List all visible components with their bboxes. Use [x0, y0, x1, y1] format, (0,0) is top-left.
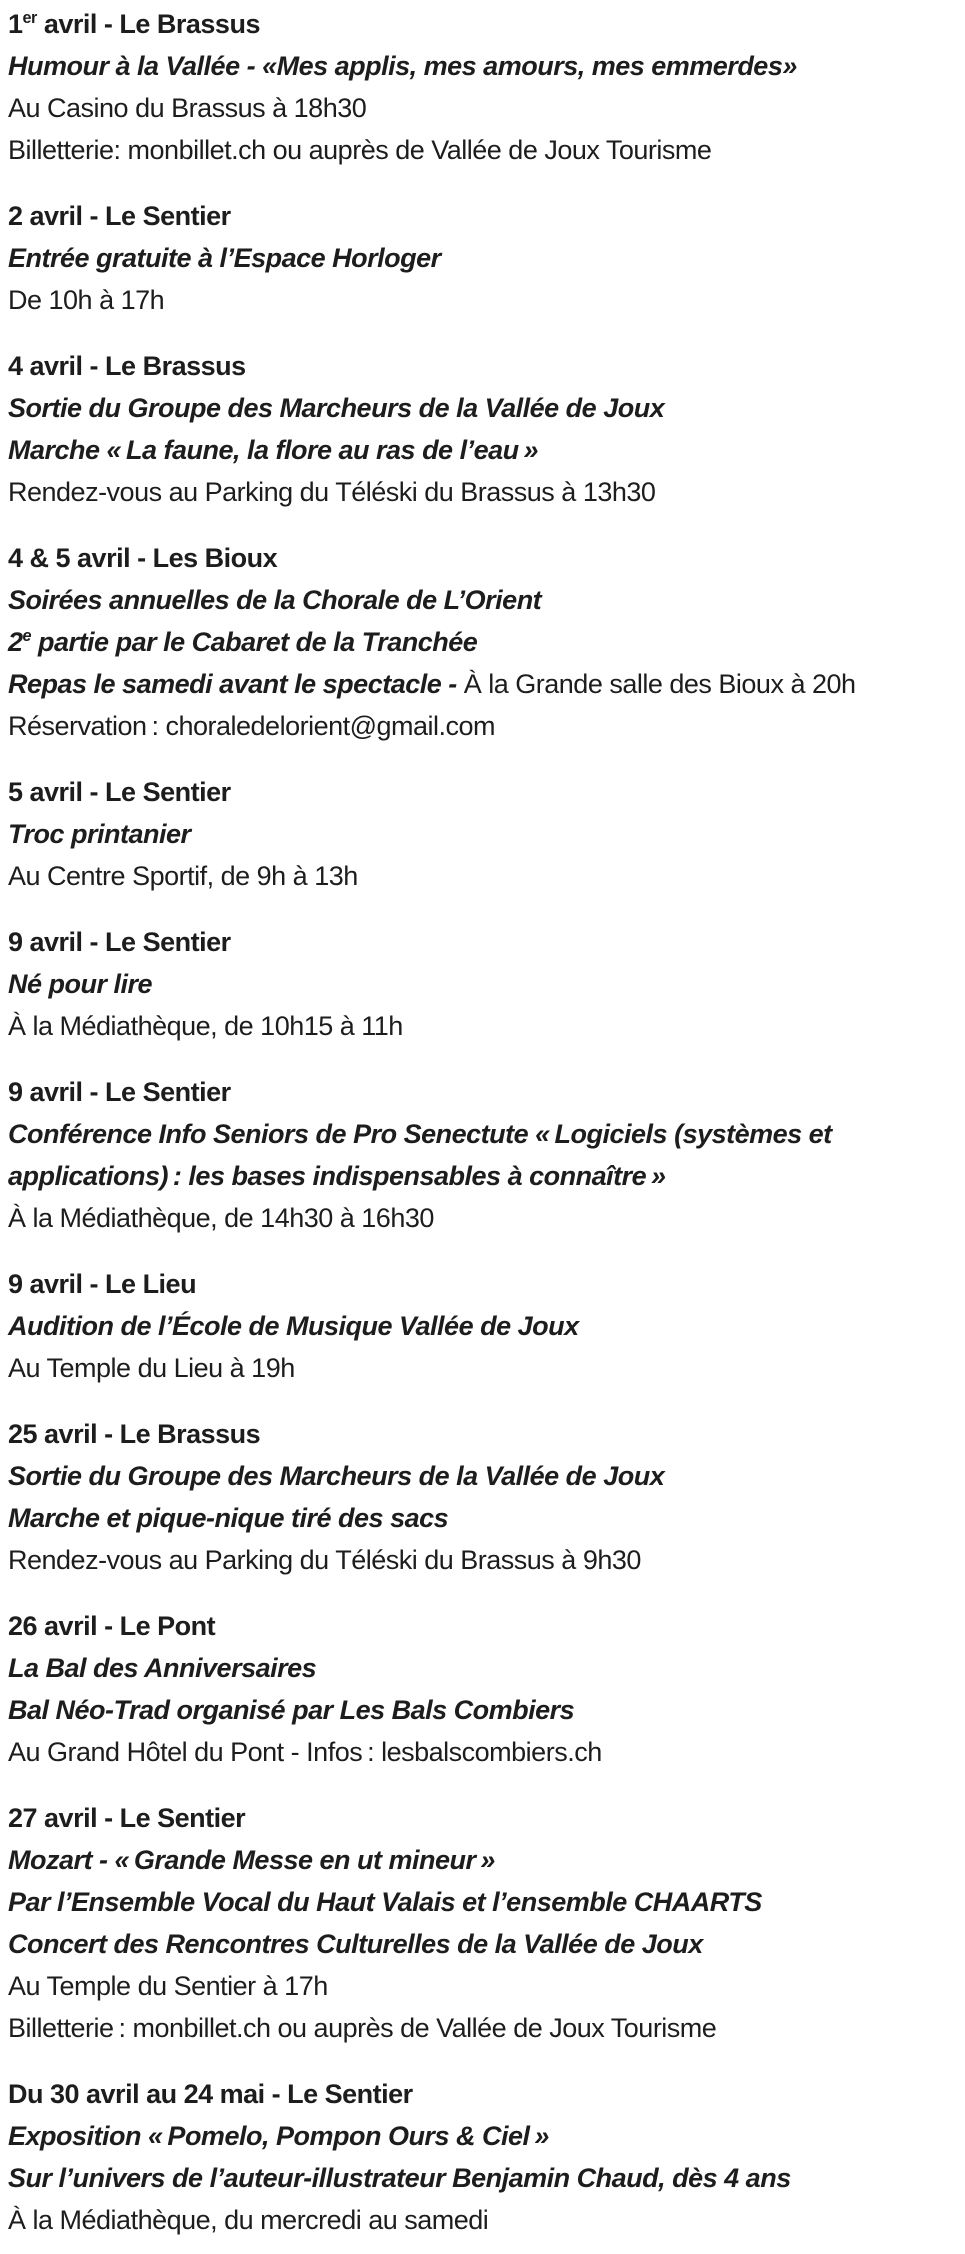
event-section	[8, 1797, 955, 2049]
event-detail-line	[8, 129, 955, 171]
text-segment: Billetterie : monbillet.ch ou auprès de Vallée de Joux Tourisme	[8, 2013, 717, 2043]
superscript-text-segment: e	[22, 627, 32, 645]
event-detail-line	[8, 1539, 955, 1581]
text-segment: applications) : les bases indispensables à connaître »	[8, 1161, 666, 1191]
event-detail-line	[8, 855, 955, 897]
event-title-line	[8, 1455, 955, 1497]
event-detail-line	[8, 1005, 955, 1047]
event-title-line	[8, 579, 955, 621]
events-agenda	[8, 3, 955, 2241]
event-header	[8, 345, 955, 387]
event-title-line	[8, 1305, 955, 1347]
event-header	[8, 2073, 955, 2115]
event-header	[8, 3, 955, 45]
text-segment: Au Grand Hôtel du Pont - Infos : lesbalscombiers.ch	[8, 1737, 602, 1767]
text-segment: Bal Néo-Trad organisé par Les Bals Combiers	[8, 1695, 575, 1725]
text-segment: avril - Le Brassus	[36, 9, 260, 39]
event-title-line	[8, 237, 955, 279]
event-detail-line	[8, 87, 955, 129]
event-title-line	[8, 1881, 955, 1923]
text-segment: Exposition « Pomelo, Pompon Ours & Ciel »	[8, 2121, 549, 2151]
event-title-line	[8, 1647, 955, 1689]
event-section	[8, 1605, 955, 1773]
event-detail-line	[8, 471, 955, 513]
text-segment: Rendez-vous au Parking du Téléski du Brassus à 13h30	[8, 477, 656, 507]
event-detail-line	[8, 279, 955, 321]
text-segment: 26 avril - Le Pont	[8, 1611, 216, 1641]
event-section	[8, 921, 955, 1047]
text-segment: Marche et pique-nique tiré des sacs	[8, 1503, 449, 1533]
event-section	[8, 537, 955, 747]
event-header	[8, 1797, 955, 1839]
text-segment: Mozart - « Grande Messe en ut mineur »	[8, 1845, 495, 1875]
text-segment: 27 avril - Le Sentier	[8, 1803, 246, 1833]
superscript-text-segment: er	[22, 9, 37, 27]
text-segment: 1	[8, 9, 23, 39]
text-segment: Réservation : choraledelorient@gmail.com	[8, 711, 496, 741]
text-segment: Soirées annuelles de la Chorale de L’Orient	[8, 585, 542, 615]
event-header	[8, 195, 955, 237]
event-title-line	[8, 2115, 955, 2157]
text-segment: Repas le samedi avant le spectacle -	[8, 669, 464, 699]
text-segment: À la Médiathèque, de 14h30 à 16h30	[8, 1203, 434, 1233]
event-section	[8, 1263, 955, 1389]
text-segment: Conférence Info Seniors de Pro Senectute « Logiciels (systèmes et	[8, 1119, 832, 1149]
event-title-line	[8, 813, 955, 855]
event-title-line	[8, 1923, 955, 1965]
event-section	[8, 3, 955, 171]
text-segment: Au Casino du Brassus à 18h30	[8, 93, 367, 123]
text-segment: Humour à la Vallée - «Mes applis, mes amours, mes emmerdes»	[8, 51, 797, 81]
text-segment: Au Centre Sportif, de 9h à 13h	[8, 861, 358, 891]
text-segment: 9 avril - Le Lieu	[8, 1269, 197, 1299]
text-segment: Sortie du Groupe des Marcheurs de la Vallée de Joux	[8, 393, 665, 423]
event-title-line	[8, 1113, 955, 1155]
event-detail-line	[8, 1731, 955, 1773]
text-segment: À la Grande salle des Bioux à 20h	[463, 669, 856, 699]
event-detail-line	[8, 2007, 955, 2049]
event-header	[8, 771, 955, 813]
event-detail-line	[8, 705, 955, 747]
event-header	[8, 1605, 955, 1647]
event-title-line	[8, 1839, 955, 1881]
event-title-line	[8, 387, 955, 429]
text-segment: Concert des Rencontres Culturelles de la Vallée de Joux	[8, 1929, 703, 1959]
text-segment: Par l’Ensemble Vocal du Haut Valais et l’ensemble CHAARTS	[8, 1887, 762, 1917]
text-segment: Sortie du Groupe des Marcheurs de la Vallée de Joux	[8, 1461, 665, 1491]
text-segment: Né pour lire	[8, 969, 153, 999]
event-section	[8, 1413, 955, 1581]
event-header	[8, 1263, 955, 1305]
text-segment: Marche « La faune, la flore au ras de l’eau »	[8, 435, 539, 465]
event-detail-line	[8, 1965, 955, 2007]
text-segment: 25 avril - Le Brassus	[8, 1419, 261, 1449]
text-segment: partie par le Cabaret de la Tranchée	[31, 627, 478, 657]
event-title-line	[8, 45, 955, 87]
event-title-line	[8, 1689, 955, 1731]
event-section	[8, 195, 955, 321]
event-title-line	[8, 663, 955, 705]
event-section	[8, 2073, 955, 2241]
text-segment: Audition de l’École de Musique Vallée de Joux	[8, 1311, 579, 1341]
event-section	[8, 1071, 955, 1239]
event-detail-line	[8, 2199, 955, 2241]
text-segment: 2 avril - Le Sentier	[8, 201, 231, 231]
event-title-line	[8, 1155, 955, 1197]
text-segment: Billetterie: monbillet.ch ou auprès de Vallée de Joux Tourisme	[8, 135, 712, 165]
text-segment: La Bal des Anniversaires	[8, 1653, 317, 1683]
event-section	[8, 345, 955, 513]
text-segment: 5 avril - Le Sentier	[8, 777, 231, 807]
event-title-line	[8, 429, 955, 471]
event-title-line	[8, 963, 955, 1005]
text-segment: Sur l’univers de l’auteur-illustrateur Benjamin Chaud, dès 4 ans	[8, 2163, 791, 2193]
event-header	[8, 1413, 955, 1455]
text-segment: 4 avril - Le Brassus	[8, 351, 246, 381]
text-segment: De 10h à 17h	[8, 285, 165, 315]
event-section	[8, 771, 955, 897]
event-title-line	[8, 1497, 955, 1539]
event-header	[8, 921, 955, 963]
text-segment: 9 avril - Le Sentier	[8, 1077, 231, 1107]
text-segment: À la Médiathèque, du mercredi au samedi	[8, 2205, 489, 2235]
text-segment: Rendez-vous au Parking du Téléski du Brassus à 9h30	[8, 1545, 641, 1575]
event-detail-line	[8, 1347, 955, 1389]
text-segment: Troc printanier	[8, 819, 191, 849]
text-segment: À la Médiathèque, de 10h15 à 11h	[8, 1011, 403, 1041]
text-segment: 4 & 5 avril - Les Bioux	[8, 543, 278, 573]
text-segment: Au Temple du Lieu à 19h	[8, 1353, 295, 1383]
text-segment: 9 avril - Le Sentier	[8, 927, 231, 957]
text-segment: Entrée gratuite à l’Espace Horloger	[8, 243, 441, 273]
event-title-line	[8, 2157, 955, 2199]
text-segment: Du 30 avril au 24 mai - Le Sentier	[8, 2079, 413, 2109]
text-segment: 2	[8, 627, 23, 657]
event-title-line	[8, 621, 955, 663]
event-header	[8, 1071, 955, 1113]
text-segment: Au Temple du Sentier à 17h	[8, 1971, 328, 2001]
event-detail-line	[8, 1197, 955, 1239]
event-header	[8, 537, 955, 579]
